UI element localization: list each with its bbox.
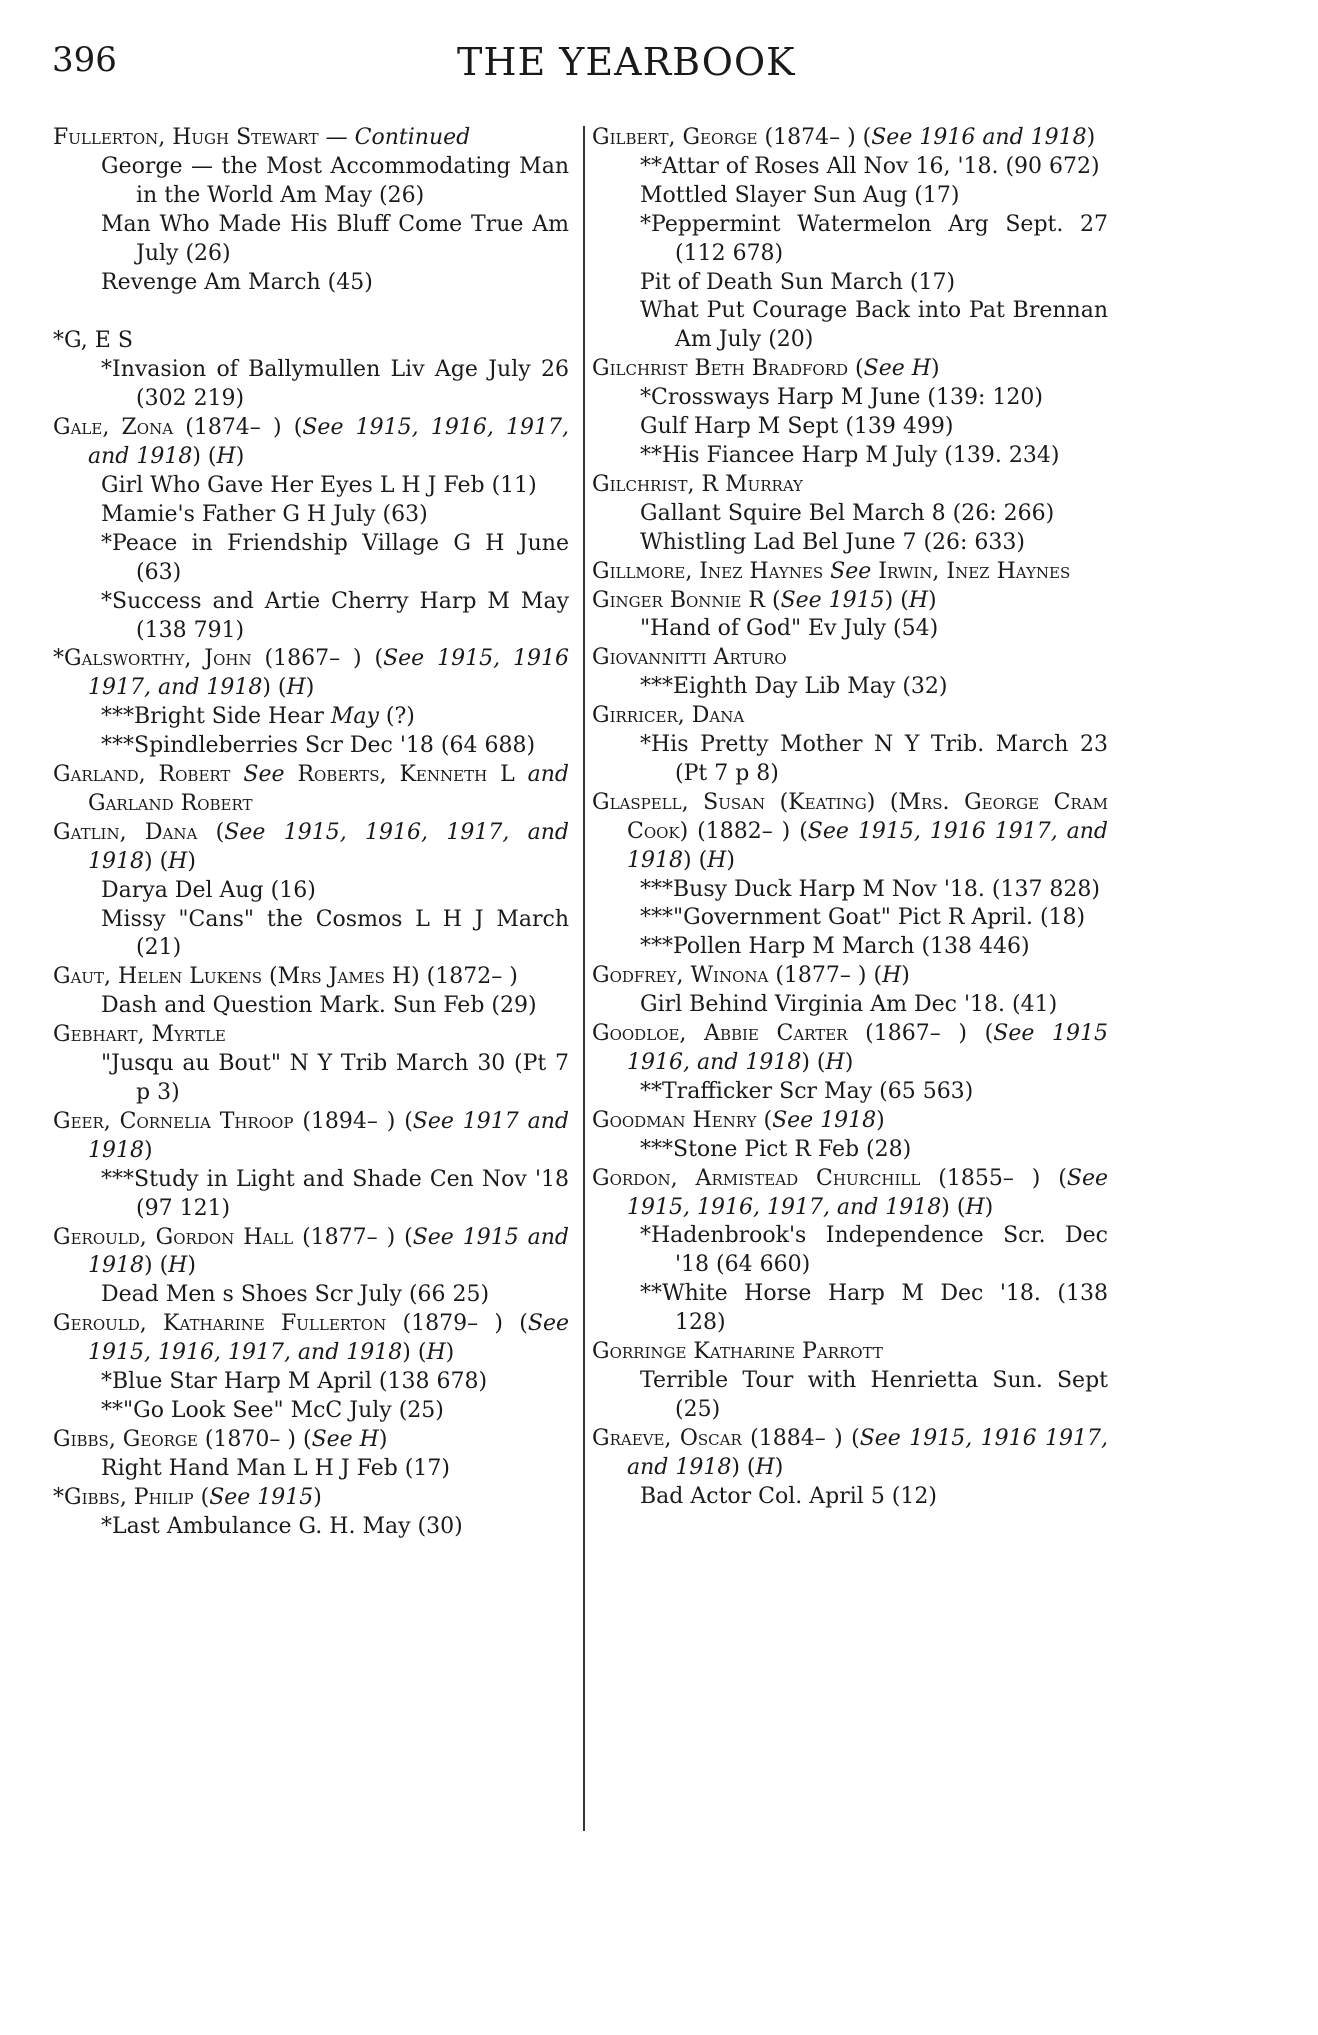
author-entry xyxy=(592,355,1108,384)
entry-text: — xyxy=(318,125,355,150)
author-entry xyxy=(592,471,1108,500)
entry-text: Gerould, Katharine Fullerton xyxy=(53,1311,387,1337)
entry-text: (1855– ) ( xyxy=(920,1165,1067,1191)
story-entry xyxy=(101,992,569,1021)
entry-text: ) xyxy=(774,1454,784,1480)
entry-text: Missy "Cans" the Cosmos L H J March (21) xyxy=(101,906,569,961)
entry-text: See xyxy=(243,762,285,788)
entry-text: ***Pollen Harp M March (138 446) xyxy=(640,934,1030,960)
entry-text: ) xyxy=(928,587,937,613)
entry-text: ***Spindleberries Scr Dec '18 (64 688) xyxy=(101,733,536,759)
author-entry xyxy=(53,645,569,703)
entry-text: ) ( xyxy=(262,675,287,701)
entry-text: H xyxy=(426,1340,446,1366)
entry-text: Goodman Henry xyxy=(592,1107,757,1133)
story-entry xyxy=(101,703,569,732)
entry-text: ) xyxy=(305,675,315,701)
story-entry xyxy=(101,1368,569,1397)
story-entry xyxy=(640,413,1108,442)
author-entry xyxy=(592,644,1108,673)
entry-text: Right Hand Man L H J Feb (17) xyxy=(101,1455,450,1481)
entry-text: ***Busy Duck Harp M Nov '18. (137 828) xyxy=(640,876,1101,902)
author-entry xyxy=(592,1020,1109,1078)
entry-text: ( xyxy=(765,587,781,613)
entry-text: Darya Del Aug (16) xyxy=(101,877,316,903)
story-entry xyxy=(640,1367,1108,1425)
entry-text: See xyxy=(830,558,872,584)
entry-text: Mottled Slayer Sun Aug (17) xyxy=(640,182,960,208)
author-entry xyxy=(53,1426,569,1455)
entry-text: ) ( xyxy=(683,847,708,873)
entry-text: Gibbs, George xyxy=(53,1426,198,1452)
entry-text: *Peace in Friendship Village G H June (63) xyxy=(101,530,569,585)
entry-text: Gaut, Helen Lukens xyxy=(53,964,263,990)
entry-text: Continued xyxy=(354,125,471,150)
story-entry xyxy=(640,731,1108,789)
entry-text: "Hand of God" Ev July (54) xyxy=(640,616,939,642)
entry-text: What Put Courage Back into Pat Brennan Am July (20) xyxy=(640,298,1108,353)
entry-text xyxy=(285,762,298,787)
entry-text: (1874– ) ( xyxy=(173,415,303,441)
column-divider xyxy=(583,126,585,1831)
entry-text: **Attar of Roses All Nov 16, '18. (90 672) xyxy=(640,153,1100,179)
entry-text: Roberts, Kenneth L xyxy=(297,762,515,788)
entry-text: See 1915, 1916, 1917, and 1918 xyxy=(627,1165,1109,1220)
author-entry xyxy=(53,819,569,877)
entry-text: H xyxy=(825,1050,845,1075)
entry-text: ) xyxy=(313,1484,322,1510)
entry-text xyxy=(515,762,528,787)
story-entry xyxy=(101,1281,569,1310)
author-entry xyxy=(592,702,1108,731)
entry-text: ( xyxy=(848,356,864,382)
story-entry xyxy=(101,501,569,530)
running-title: THE YEARBOOK xyxy=(457,40,796,84)
entry-text: See 1918 xyxy=(772,1107,877,1133)
entry-text: Terrible Tour with Henrietta Sun. Sept (25) xyxy=(640,1367,1108,1422)
story-entry xyxy=(101,472,569,501)
right-column xyxy=(592,124,1108,1512)
entry-text: See 1916 and 1918 xyxy=(871,125,1087,150)
entry-text: ) xyxy=(1086,125,1096,150)
entry-text: ) xyxy=(144,1137,153,1163)
entry-text: Girl Behind Virginia Am Dec '18. (41) xyxy=(640,992,1058,1018)
entry-text: ( xyxy=(262,964,278,990)
entry-text: ) xyxy=(984,1194,994,1220)
entry-text: Garland Robert xyxy=(88,790,253,816)
entry-text: Girricer, Dana xyxy=(592,703,745,729)
author-entry xyxy=(592,124,1108,153)
entry-text: ( xyxy=(765,789,789,815)
entry-text: Mrs. George Cram Cook xyxy=(627,789,1108,844)
story-entry xyxy=(640,1222,1108,1280)
entry-text: (1867– ) ( xyxy=(847,1021,994,1047)
entry-text: (?) xyxy=(378,704,415,730)
entry-text: *G, E S xyxy=(53,328,133,354)
entry-text: ) ( xyxy=(144,848,169,874)
entry-text: "Jusqu au Bout" N Y Trib March 30 (Pt 7 p 3) xyxy=(101,1051,569,1105)
story-entry xyxy=(101,877,569,906)
entry-text: H xyxy=(908,587,929,613)
entry-text: H xyxy=(286,675,306,701)
entry-text: ( xyxy=(197,819,225,845)
entry-text: Man Who Made His Bluff Come True Am July (26) xyxy=(101,211,569,266)
entry-text: Geer, Cornelia Throop xyxy=(53,1108,294,1134)
entry-text: Ginger Bonnie R xyxy=(592,587,765,613)
entry-text: Gebhart, Myrtle xyxy=(53,1022,226,1048)
entry-text: *Galsworthy, John xyxy=(53,646,252,672)
entry-text: (1870– ) ( xyxy=(197,1426,312,1452)
story-entry xyxy=(101,269,569,298)
entry-text: *Peppermint Watermelon Arg Sept. 27 (112 678) xyxy=(640,211,1108,266)
entry-text: (1884– ) ( xyxy=(741,1425,860,1451)
entry-text: Gulf Harp M Sept (139 499) xyxy=(640,414,954,440)
entry-text: ) xyxy=(187,848,196,874)
entry-text: *Last Ambulance G. H. May (30) xyxy=(101,1513,463,1539)
entry-text: (1867– ) ( xyxy=(251,646,384,672)
author-entry xyxy=(53,963,569,992)
entry-text: **"Go Look See" McC July (25) xyxy=(101,1397,444,1423)
entry-text: ) xyxy=(378,1426,388,1452)
entry-text: See 1915, 1916 1917, and 1918 xyxy=(627,1425,1108,1480)
story-entry xyxy=(640,933,1108,962)
author-entry xyxy=(53,1310,569,1368)
story-entry xyxy=(101,153,569,211)
entry-text: (1877– ) ( xyxy=(293,1224,413,1250)
entry-text: ) xyxy=(235,444,245,470)
story-entry xyxy=(640,529,1108,558)
entry-text: Fullerton, Hugh Stewart xyxy=(53,125,319,150)
entry-text: See H xyxy=(311,1426,379,1452)
story-entry xyxy=(640,991,1108,1020)
entry-text: See 1915, 1916 1917, and 1918 xyxy=(627,818,1108,873)
entry-text: Dead Men s Shoes Scr July (66 25) xyxy=(101,1282,490,1308)
story-entry xyxy=(101,356,569,414)
entry-text: *Success and Artie Cherry Harp M May (138 791) xyxy=(101,588,569,643)
entry-text: ) ( xyxy=(884,587,909,613)
story-entry xyxy=(640,673,1108,702)
entry-text: ***Stone Pict R Feb (28) xyxy=(640,1136,912,1162)
entry-text: Mamie's Father G H July (63) xyxy=(101,501,428,527)
story-entry xyxy=(640,442,1108,471)
story-entry xyxy=(640,1280,1108,1338)
story-entry xyxy=(640,1136,1108,1165)
entry-text: *His Pretty Mother N Y Trib. March 23 (Pt 7 p 8) xyxy=(640,732,1108,786)
entry-text: Graeve, Oscar xyxy=(592,1425,742,1451)
story-entry xyxy=(640,211,1108,269)
entry-text: Gillmore, Inez Haynes xyxy=(592,558,824,584)
author-entry xyxy=(53,124,569,153)
entry-text: *Gibbs, Philip xyxy=(53,1484,194,1510)
entry-text: ) xyxy=(844,1050,854,1075)
author-entry xyxy=(592,1338,1108,1367)
entry-text: ) xyxy=(901,963,910,989)
entry-text: *Crossways Harp M June (139: 120) xyxy=(640,385,1043,411)
story-entry xyxy=(101,211,569,269)
entry-text: ) (1872– ) xyxy=(411,964,518,990)
author-entry xyxy=(53,1224,570,1282)
story-entry xyxy=(640,615,1108,644)
entry-text: Gorringe Katharine Parrott xyxy=(592,1339,883,1365)
entry-text: Pit of Death Sun March (17) xyxy=(640,269,956,295)
story-entry xyxy=(640,876,1108,905)
story-entry xyxy=(640,182,1108,211)
entry-text xyxy=(230,762,243,787)
entry-text: Gilbert, George xyxy=(592,125,758,150)
entry-text: Glaspell, Susan xyxy=(592,789,766,815)
story-entry xyxy=(101,588,569,646)
entry-text: See 1915, 1916 1917, and 1918 xyxy=(88,646,569,701)
entry-text: George — the Most Accommodating Man in the World Am May (26) xyxy=(101,153,569,208)
entry-text: *Invasion of Ballymullen Liv Age July 26 (302 219) xyxy=(101,357,569,412)
author-entry xyxy=(592,1425,1108,1483)
entry-text: Revenge Am March (45) xyxy=(101,269,373,295)
story-entry xyxy=(640,1078,1108,1107)
entry-text: Girl Who Gave Her Eyes L H J Feb (11) xyxy=(101,472,537,498)
entry-text: See 1915 xyxy=(780,587,885,613)
entry-text: ***Study in Light and Shade Cen Nov '18 (97 121) xyxy=(101,1166,569,1221)
entry-text: ( xyxy=(193,1484,210,1510)
story-entry xyxy=(101,1050,569,1108)
entry-text: (1877– ) ( xyxy=(768,963,883,989)
page-number: 396 xyxy=(52,40,117,80)
author-entry xyxy=(53,327,569,356)
entry-text: H xyxy=(707,847,727,873)
entry-text: H xyxy=(168,848,188,874)
story-entry xyxy=(101,1513,569,1542)
page-header xyxy=(52,40,1062,100)
entry-text: Dash and Question Mark. Sun Feb (29) xyxy=(101,993,537,1019)
entry-text: Gallant Squire Bel March 8 (26: 266) xyxy=(640,500,1055,526)
entry-text: *Blue Star Harp M April (138 678) xyxy=(101,1369,488,1395)
story-entry xyxy=(640,153,1108,182)
entry-text: H xyxy=(168,1253,188,1279)
entry-text: Godfrey, Winona xyxy=(592,963,769,989)
entry-text: **Trafficker Scr May (65 563) xyxy=(640,1078,974,1104)
entry-text: Giovannitti Arturo xyxy=(592,645,787,671)
entry-text: ) ( xyxy=(866,789,899,815)
entry-text: ) (1882– ) ( xyxy=(679,818,808,844)
story-entry xyxy=(640,297,1108,355)
entry-text: See 1915, 1916, 1917, and 1918 xyxy=(88,819,569,874)
entry-text: (1894– ) ( xyxy=(293,1108,413,1134)
entry-text: See 1915 xyxy=(209,1484,314,1510)
entry-text: ) xyxy=(930,356,940,382)
story-entry xyxy=(640,269,1108,298)
entry-text: See 1915 1916, and 1918 xyxy=(627,1021,1109,1075)
entry-text: See 1917 and 1918 xyxy=(88,1108,569,1163)
author-entry xyxy=(592,789,1108,876)
author-entry xyxy=(53,1484,569,1513)
entry-text: ***Eighth Day Lib May (32) xyxy=(640,674,948,700)
entry-text: ) xyxy=(876,1107,885,1133)
entry-text: ***Bright Side Hear xyxy=(101,704,331,730)
entry-text: H xyxy=(755,1454,775,1480)
entry-text: Gilchrist, R Murray xyxy=(592,471,803,497)
entry-text: Irwin, Inez Haynes xyxy=(878,558,1071,584)
author-entry xyxy=(592,558,1108,587)
author-entry xyxy=(592,1165,1109,1223)
entry-text: ) ( xyxy=(801,1050,826,1075)
entry-text: and xyxy=(527,762,570,788)
entry-text: Gordon, Armistead Churchill xyxy=(592,1165,921,1191)
author-entry xyxy=(53,414,569,472)
entry-text: (1874– ) ( xyxy=(757,125,872,150)
author-entry xyxy=(592,587,1108,616)
entry-text: Gerould, Gordon Hall xyxy=(53,1224,294,1250)
story-entry xyxy=(101,1455,569,1484)
entry-text: ) ( xyxy=(192,444,217,470)
entry-text: H xyxy=(216,444,236,470)
entry-text: May xyxy=(330,704,379,730)
story-entry xyxy=(640,904,1108,933)
story-entry xyxy=(101,1166,569,1224)
author-entry xyxy=(592,1107,1108,1136)
story-entry xyxy=(101,530,569,588)
entry-text: See 1915 and 1918 xyxy=(88,1224,570,1279)
entry-text: *Hadenbrook's Independence Scr. Dec '18 (64 660) xyxy=(640,1223,1108,1278)
entry-text: Gilchrist Beth Bradford xyxy=(592,356,849,382)
entry-text: ) ( xyxy=(731,1454,756,1480)
entry-text: Gale, Zona xyxy=(53,415,174,441)
entry-text: Keating xyxy=(788,789,867,815)
author-entry xyxy=(592,962,1108,991)
story-entry xyxy=(640,384,1108,413)
entry-text: ( xyxy=(756,1107,773,1133)
entry-text: **His Fiancee Harp M July (139. 234) xyxy=(640,442,1060,468)
story-entry xyxy=(640,500,1108,529)
author-entry xyxy=(53,1108,569,1166)
entry-text: ) xyxy=(187,1253,196,1279)
story-entry xyxy=(640,1483,1108,1512)
entry-text: Gatlin, Dana xyxy=(53,819,198,845)
author-entry xyxy=(53,1021,569,1050)
entry-text: Bad Actor Col. April 5 (12) xyxy=(640,1483,937,1509)
left-column xyxy=(53,124,569,1542)
entry-text: See H xyxy=(863,356,931,382)
story-entry xyxy=(101,906,569,964)
entry-text: See 1915, 1916, 1917, and 1918 xyxy=(88,1311,569,1366)
entry-text: (1879– ) ( xyxy=(386,1311,528,1337)
entry-text: Mrs James H xyxy=(277,964,412,990)
entry-text: **White Horse Harp M Dec '18. (138 128) xyxy=(640,1281,1108,1336)
entry-text: ) xyxy=(445,1340,455,1366)
entry-text: H xyxy=(882,963,902,989)
author-entry xyxy=(53,761,570,819)
story-entry xyxy=(101,1397,569,1426)
entry-text: ) ( xyxy=(402,1340,427,1366)
entry-text: H xyxy=(965,1194,985,1220)
entry-text: ) xyxy=(726,847,735,873)
entry-text: Goodloe, Abbie Carter xyxy=(592,1021,848,1047)
entry-text: Whistling Lad Bel June 7 (26: 633) xyxy=(640,529,1025,555)
entry-text: ) ( xyxy=(941,1194,966,1220)
story-entry xyxy=(101,732,569,761)
entry-text: ***"Government Goat" Pict R April. (18) xyxy=(640,905,1086,931)
entry-text: See 1915, 1916, 1917, and 1918 xyxy=(88,415,569,470)
entry-text: ) ( xyxy=(144,1253,169,1279)
entry-text: Garland, Robert xyxy=(53,762,231,788)
